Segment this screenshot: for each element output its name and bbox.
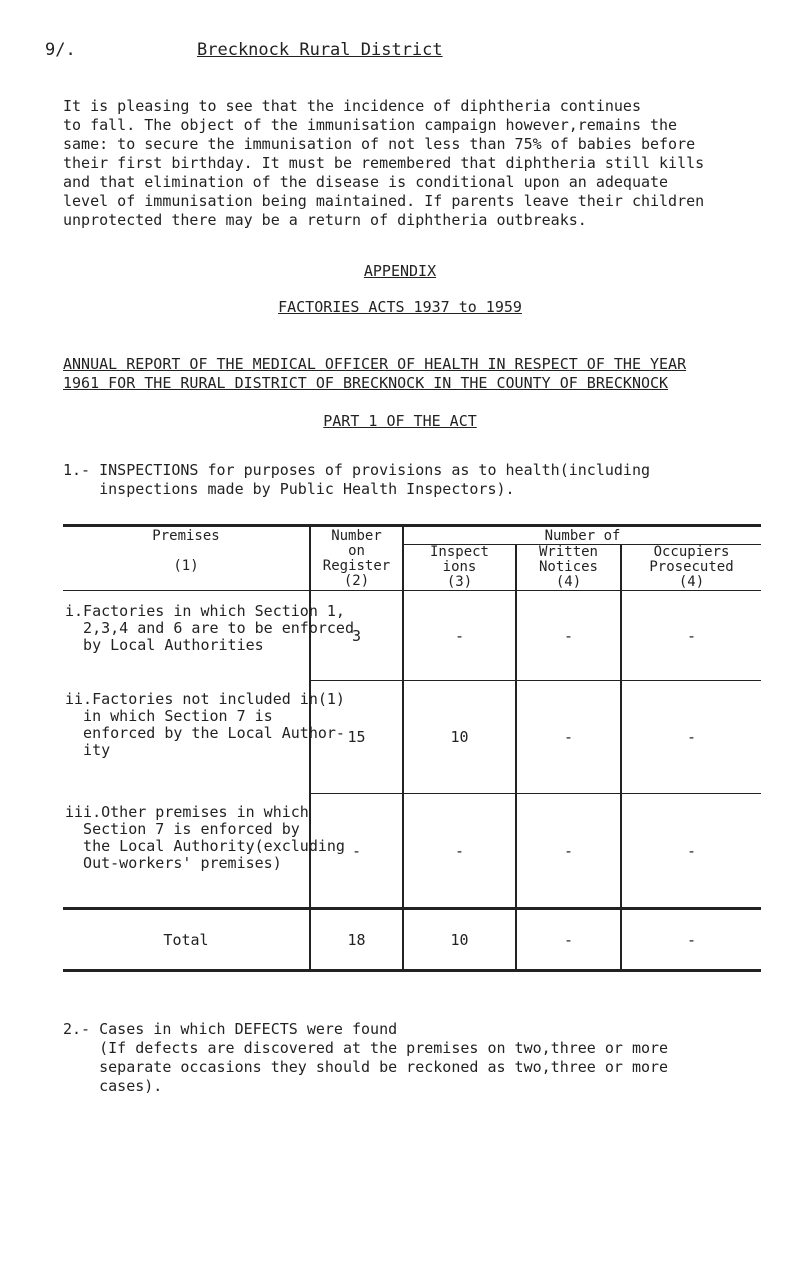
total-inspections-cell: 10 [403, 909, 516, 971]
page-number: 9/. [45, 40, 76, 60]
table-row [63, 591, 761, 681]
inspections-cell: - [403, 794, 516, 909]
col-premises-header: Premises (1) [63, 526, 310, 591]
intro-paragraph: It is pleasing to see that the incidence of diphtheria continues to fall. The object of the immunisation campaign however,remains the same: to secure the immunisation of not less than 75% of babies before their first birthday. It must be remembered that diphtheria still kills and that elimination of the disease is conditional upon an adequate level of immunisation being maintained. If parents leave their children unprotected there may be a return of diphtheria outbreaks. [63, 97, 705, 229]
prosecuted-cell: - [621, 681, 761, 794]
premises-cell: iii.Other premises in which Section 7 is enforced by the Local Authority(excluding Out-workers' premises) [63, 794, 310, 909]
table-row [63, 794, 761, 909]
appendix-heading: APPENDIX [363, 262, 437, 280]
annual-report-heading: ANNUAL REPORT OF THE MEDICAL OFFICER OF HEALTH IN RESPECT OF THE YEAR 1961 FOR THE RURAL DISTRICT OF BRECKNOCK IN THE COUNTY OF BRECKNOCK [63, 355, 687, 392]
premises-cell: i.Factories in which Section 1, 2,3,4 and 6 are to be enforced by Local Authorities [65, 602, 354, 654]
inspections-table [63, 524, 761, 972]
premises-cell: ii.Factories not included in(1) in which Section 7 is enforced by the Local Author- ity [65, 689, 345, 759]
total-written-notices-cell: - [516, 909, 621, 971]
total-label: Total [63, 909, 310, 971]
col-inspections-header: Inspect ions (3) [403, 545, 516, 591]
col-register-header: Number on Register (2) [310, 526, 403, 591]
written-notices-cell: - [516, 794, 621, 909]
register-cell: - [310, 794, 403, 909]
written-notices-cell: - [516, 681, 621, 794]
register-cell: 15 [310, 681, 403, 794]
number-of-group-header: Number of [403, 526, 761, 545]
col-occupiers-prosecuted-header: Occupiers Prosecuted (4) [621, 545, 761, 591]
register-cell: 3 [310, 591, 403, 681]
prosecuted-cell: - [621, 794, 761, 909]
section-1-text: 1.- INSPECTIONS for purposes of provisions as to health(including inspections made by Public Health Inspectors). [63, 461, 650, 498]
written-notices-cell: - [516, 591, 621, 681]
table-row [63, 681, 761, 794]
section-2-text: 2.- Cases in which DEFECTS were found (If defects are discovered at the premises on two,three or more separate occasions they should be reckoned as two,three or more cases). [63, 1020, 669, 1095]
total-register-cell: 18 [310, 909, 403, 971]
total-prosecuted-cell: - [621, 909, 761, 971]
factories-acts-heading: FACTORIES ACTS 1937 to 1959 [278, 298, 522, 316]
table-total-row [63, 909, 761, 971]
prosecuted-cell: - [621, 591, 761, 681]
document-header-title: Brecknock Rural District [197, 40, 443, 60]
col-written-notices-header: Written Notices (4) [516, 545, 621, 591]
part-heading: PART 1 OF THE ACT [323, 412, 477, 430]
inspections-cell: 10 [403, 681, 516, 794]
inspections-cell: - [403, 591, 516, 681]
